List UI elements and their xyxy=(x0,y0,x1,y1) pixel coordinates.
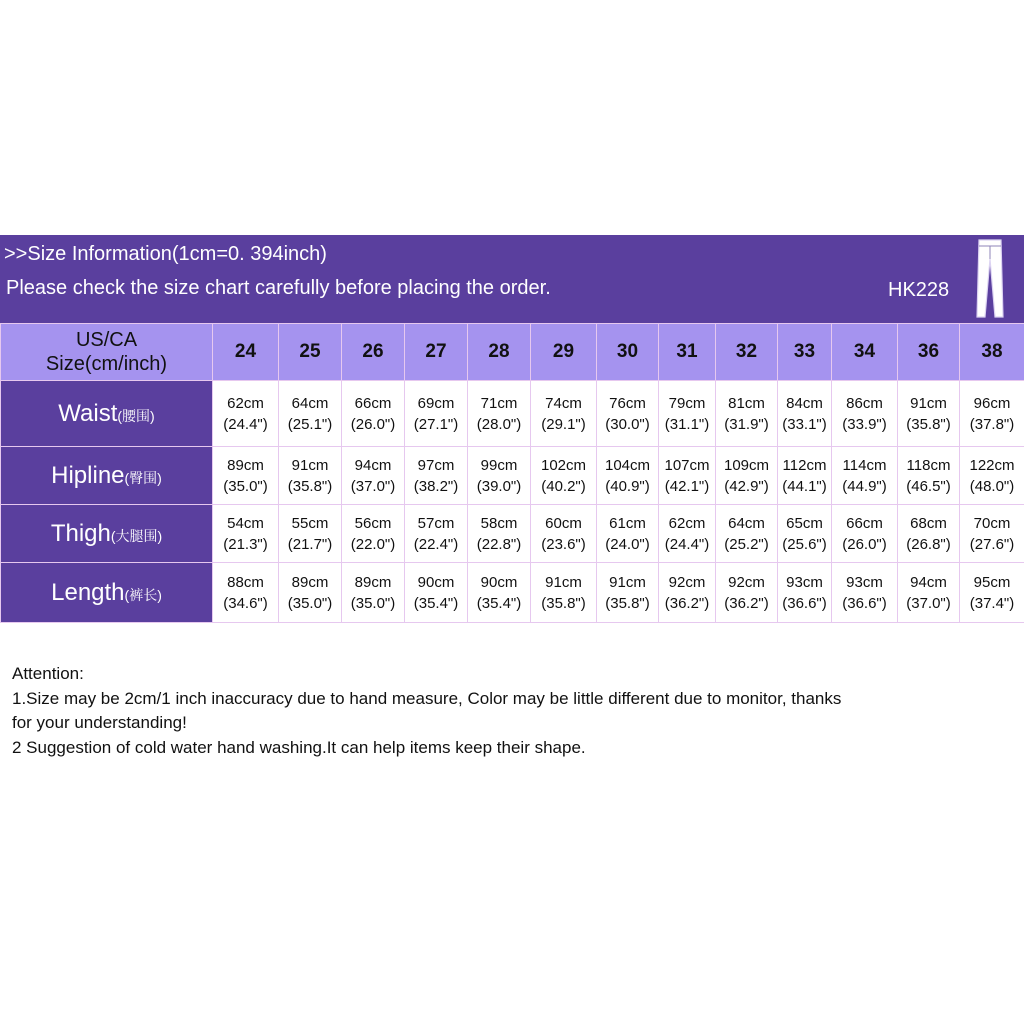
corner-label-unit: Size(cm/inch) xyxy=(45,353,168,375)
table-cell xyxy=(597,505,659,563)
cell-inch: (22.0") xyxy=(350,535,396,553)
cell-cm: 66cm xyxy=(846,514,883,532)
cell-cm: 55cm xyxy=(291,514,329,532)
table-cell xyxy=(832,381,898,447)
size-info-banner xyxy=(0,235,1024,323)
table-cell xyxy=(405,447,468,505)
cell-inch: (30.0") xyxy=(605,415,650,433)
table-cell xyxy=(405,563,468,623)
table-cell xyxy=(531,505,597,563)
cell-cm: 92cm xyxy=(668,573,706,591)
cell-cm: 91cm xyxy=(609,573,646,591)
table-cell xyxy=(597,381,659,447)
cell-cm: 79cm xyxy=(668,394,706,412)
size-header-34: 34 xyxy=(832,324,898,381)
cell-cm: 92cm xyxy=(728,573,765,591)
cell-inch: (37.8") xyxy=(969,415,1015,433)
cell-inch: (22.8") xyxy=(476,535,522,553)
table-cell xyxy=(468,447,531,505)
cell-cm: 104cm xyxy=(604,456,651,474)
cell-cm: 96cm xyxy=(973,394,1011,412)
cell-cm: 65cm xyxy=(786,514,823,532)
table-row xyxy=(1,505,1024,563)
cell-inch: (35.8") xyxy=(541,594,586,612)
row-label-zh: (裤长) xyxy=(124,586,162,603)
cell-inch: (35.4") xyxy=(476,594,522,612)
size-header-27: 27 xyxy=(405,324,468,381)
cell-cm: 90cm xyxy=(480,573,518,591)
row-label-zh: (腰围) xyxy=(117,407,155,424)
cell-cm: 89cm xyxy=(227,456,264,474)
table-cell xyxy=(716,381,778,447)
cell-cm: 93cm xyxy=(846,573,883,591)
cell-inch: (36.2") xyxy=(664,594,710,612)
table-cell xyxy=(659,447,716,505)
table-cell xyxy=(342,563,405,623)
cell-cm: 90cm xyxy=(417,573,455,591)
table-cell xyxy=(832,563,898,623)
cell-inch: (36.2") xyxy=(724,594,769,612)
table-cell xyxy=(279,381,342,447)
table-cell xyxy=(898,381,960,447)
table-cell xyxy=(342,381,405,447)
cell-cm: 60cm xyxy=(545,514,582,532)
cell-cm: 76cm xyxy=(609,394,646,412)
row-label xyxy=(1,563,213,623)
size-header-32: 32 xyxy=(716,324,778,381)
table-cell xyxy=(342,505,405,563)
corner-label-region: US/CA xyxy=(75,329,138,351)
cell-inch: (26.0") xyxy=(350,415,396,433)
table-cell xyxy=(659,563,716,623)
table-cell xyxy=(778,381,832,447)
cell-cm: 112cm xyxy=(782,456,827,474)
cell-cm: 64cm xyxy=(291,394,329,412)
cell-cm: 71cm xyxy=(480,394,518,412)
cell-cm: 89cm xyxy=(291,573,329,591)
row-label xyxy=(1,447,213,505)
notes-line-1: 1.Size may be 2cm/1 inch inaccuracy due to hand measure, Color may be little different due to monitor, thanks xyxy=(12,688,842,708)
cell-inch: (21.3") xyxy=(223,535,268,553)
cell-inch: (31.9") xyxy=(724,415,769,433)
cell-cm: 102cm xyxy=(540,456,587,474)
table-cell xyxy=(960,447,1024,505)
cell-cm: 114cm xyxy=(842,456,887,474)
table-row xyxy=(1,563,1024,623)
product-code: HK228 xyxy=(888,279,950,301)
attention-notes xyxy=(12,662,1012,760)
cell-inch: (29.1") xyxy=(541,415,586,433)
table-cell xyxy=(778,505,832,563)
cell-cm: 97cm xyxy=(417,456,455,474)
cell-inch: (42.1") xyxy=(664,477,710,495)
cell-cm: 109cm xyxy=(723,456,770,474)
table-cell xyxy=(832,505,898,563)
table-cell xyxy=(716,563,778,623)
size-header-25: 25 xyxy=(279,324,342,381)
cell-inch: (40.2") xyxy=(541,477,586,495)
table-cell xyxy=(778,447,832,505)
notes-line-2: 2 Suggestion of cold water hand washing.It can help items keep their shape. xyxy=(12,737,586,757)
cell-cm: 68cm xyxy=(910,514,947,532)
cell-inch: (35.4") xyxy=(413,594,459,612)
cell-cm: 58cm xyxy=(480,514,518,532)
row-label xyxy=(1,505,213,563)
cell-cm: 66cm xyxy=(354,394,392,412)
cell-inch: (26.0") xyxy=(842,535,887,553)
table-cell xyxy=(213,447,279,505)
table-cell xyxy=(716,447,778,505)
cell-inch: (22.4") xyxy=(413,535,459,553)
cell-inch: (35.8") xyxy=(287,477,333,495)
size-header-row xyxy=(1,324,1024,381)
cell-cm: 91cm xyxy=(291,456,329,474)
size-header-26: 26 xyxy=(342,324,405,381)
table-cell xyxy=(279,505,342,563)
cell-inch: (46.5") xyxy=(906,477,951,495)
size-header-38: 38 xyxy=(960,324,1024,381)
cell-cm: 74cm xyxy=(545,394,582,412)
cell-cm: 62cm xyxy=(227,394,264,412)
cell-inch: (44.9") xyxy=(842,477,887,495)
cell-cm: 118cm xyxy=(906,456,951,474)
table-cell xyxy=(405,381,468,447)
cell-cm: 54cm xyxy=(227,514,264,532)
table-cell xyxy=(832,447,898,505)
cell-inch: (25.1") xyxy=(287,415,333,433)
cell-inch: (36.6") xyxy=(842,594,887,612)
cell-cm: 69cm xyxy=(417,394,455,412)
cell-cm: 61cm xyxy=(609,514,646,532)
table-cell xyxy=(597,447,659,505)
cell-cm: 81cm xyxy=(728,394,765,412)
cell-inch: (26.8") xyxy=(906,535,951,553)
notes-title: Attention: xyxy=(12,664,84,683)
cell-inch: (24.4") xyxy=(223,415,268,433)
row-label-zh: (大腿围) xyxy=(110,527,163,544)
row-label-en: Thigh xyxy=(50,519,111,547)
table-cell xyxy=(960,505,1024,563)
table-cell xyxy=(531,447,597,505)
size-header-29: 29 xyxy=(531,324,597,381)
cell-inch: (25.6") xyxy=(782,535,827,553)
table-cell xyxy=(531,381,597,447)
cell-cm: 70cm xyxy=(973,514,1011,532)
cell-inch: (37.0") xyxy=(350,477,396,495)
cell-cm: 95cm xyxy=(973,573,1011,591)
cell-cm: 64cm xyxy=(728,514,765,532)
table-cell xyxy=(898,505,960,563)
table-row xyxy=(1,447,1024,505)
cell-cm: 91cm xyxy=(545,573,582,591)
table-cell xyxy=(659,381,716,447)
cell-cm: 56cm xyxy=(354,514,392,532)
cell-inch: (24.0") xyxy=(605,535,650,553)
cell-inch: (23.6") xyxy=(541,535,586,553)
cell-inch: (27.1") xyxy=(413,415,459,433)
cell-cm: 91cm xyxy=(910,394,947,412)
notes-line-1-cont: for your understanding! xyxy=(12,713,187,732)
cell-cm: 122cm xyxy=(969,456,1015,474)
pants-icon xyxy=(974,237,1006,319)
cell-cm: 88cm xyxy=(227,573,264,591)
cell-cm: 107cm xyxy=(664,456,710,474)
size-header-33: 33 xyxy=(778,324,832,381)
cell-inch: (37.4") xyxy=(969,594,1015,612)
table-cell xyxy=(778,563,832,623)
cell-inch: (35.0") xyxy=(287,594,333,612)
cell-cm: 86cm xyxy=(846,394,883,412)
row-label-zh: (臀围) xyxy=(124,469,162,486)
cell-cm: 93cm xyxy=(786,573,823,591)
table-cell xyxy=(213,381,279,447)
cell-inch: (25.2") xyxy=(724,535,769,553)
table-cell xyxy=(898,447,960,505)
table-cell xyxy=(279,563,342,623)
cell-inch: (21.7") xyxy=(287,535,333,553)
cell-inch: (35.0") xyxy=(223,477,268,495)
cell-inch: (31.1") xyxy=(664,415,710,433)
cell-inch: (33.1") xyxy=(782,415,827,433)
row-label xyxy=(1,381,213,447)
cell-inch: (48.0") xyxy=(969,477,1015,495)
table-cell xyxy=(716,505,778,563)
cell-inch: (27.6") xyxy=(969,535,1015,553)
cell-inch: (24.4") xyxy=(664,535,710,553)
banner-title: >>Size Information(1cm=0. 394inch) xyxy=(4,243,327,265)
row-label-en: Length xyxy=(51,578,125,606)
table-cell xyxy=(597,563,659,623)
table-cell xyxy=(468,505,531,563)
size-header-corner xyxy=(1,324,213,381)
table-cell xyxy=(468,381,531,447)
cell-inch: (37.0") xyxy=(906,594,951,612)
table-cell xyxy=(342,447,405,505)
cell-cm: 89cm xyxy=(354,573,392,591)
size-header-30: 30 xyxy=(597,324,659,381)
table-cell xyxy=(531,563,597,623)
size-header-31: 31 xyxy=(659,324,716,381)
table-cell xyxy=(213,563,279,623)
cell-inch: (39.0") xyxy=(476,477,522,495)
cell-inch: (35.8") xyxy=(906,415,951,433)
cell-cm: 94cm xyxy=(354,456,392,474)
cell-inch: (36.6") xyxy=(782,594,827,612)
cell-cm: 99cm xyxy=(480,456,518,474)
table-cell xyxy=(898,563,960,623)
table-cell xyxy=(468,563,531,623)
cell-inch: (33.9") xyxy=(842,415,887,433)
row-label-en: Waist xyxy=(58,399,118,427)
table-cell xyxy=(405,505,468,563)
cell-inch: (38.2") xyxy=(413,477,459,495)
cell-inch: (35.8") xyxy=(605,594,650,612)
cell-cm: 84cm xyxy=(786,394,823,412)
table-cell xyxy=(960,381,1024,447)
cell-inch: (34.6") xyxy=(223,594,268,612)
size-header-28: 28 xyxy=(468,324,531,381)
table-cell xyxy=(659,505,716,563)
cell-inch: (35.0") xyxy=(350,594,396,612)
table-cell xyxy=(960,563,1024,623)
cell-cm: 62cm xyxy=(668,514,706,532)
table-row xyxy=(1,381,1024,447)
size-chart-table xyxy=(0,323,1024,623)
row-label-en: Hipline xyxy=(51,461,125,489)
banner-subtitle: Please check the size chart carefully before placing the order. xyxy=(6,277,551,299)
cell-inch: (44.1") xyxy=(782,477,827,495)
cell-inch: (40.9") xyxy=(605,477,650,495)
size-header-36: 36 xyxy=(898,324,960,381)
table-cell xyxy=(279,447,342,505)
cell-cm: 94cm xyxy=(910,573,947,591)
table-cell xyxy=(213,505,279,563)
cell-inch: (28.0") xyxy=(476,415,522,433)
cell-inch: (42.9") xyxy=(724,477,769,495)
size-header-24: 24 xyxy=(213,324,279,381)
cell-cm: 57cm xyxy=(417,514,455,532)
